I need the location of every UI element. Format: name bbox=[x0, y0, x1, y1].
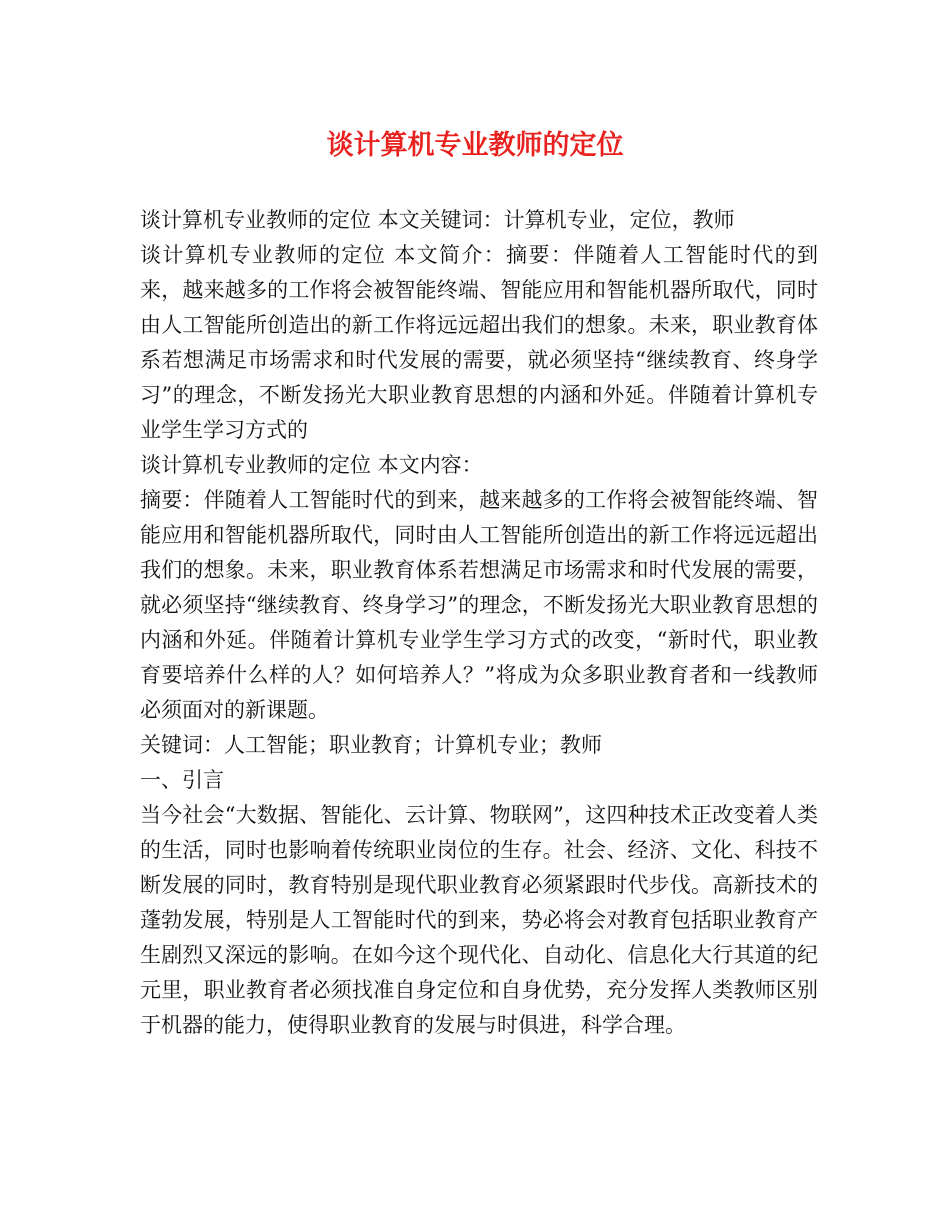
keywords-paragraph: 关键词：人工智能；职业教育；计算机专业；教师 bbox=[140, 733, 602, 757]
keywords-line: 谈计算机专业教师的定位 本文关键词：计算机专业，定位，教师 bbox=[140, 208, 735, 232]
document-title: 谈计算机专业教师的定位 bbox=[326, 130, 624, 161]
section-heading-introduction: 一、引言 bbox=[140, 768, 224, 792]
abstract-paragraph: 摘要：伴随着人工智能时代的到来，越来越多的工作将会被智能终端、智能应用和智能机器所取代，同时由人工智能所创造出的新工作将远远超出我们的想象。未来，职业教育体系若想满足市场需求和时代发展的需要，就必须坚持“继续教育、终身学习”的理念，不断发扬光大职业教育思想的内涵和外延。伴随着计算机专业学生学习方式的改变，“新时代，职业教育要培养什么样的人？如何培养人？”将成为众多职业教育者和一线教师必须面对的新课题。 bbox=[140, 488, 818, 722]
content-heading: 谈计算机专业教师的定位 本文内容： bbox=[140, 453, 483, 477]
introduction-paragraph: 当今社会“大数据、智能化、云计算、物联网”，这四种技术正改变着人类的生活，同时也影响着传统职业岗位的生存。社会、经济、文化、科技不断发展的同时，教育特别是现代职业教育必须紧跟时代步伐。高新技术的蓬勃发展，特别是人工智能时代的到来，势必将会对教育包括职业教育产生剧烈又深远的影响。在如今这个现代化、自动化、信息化大行其道的纪元里，职业教育者必须找准自身定位和自身优势，充分发挥人类教师区别于机器的能力，使得职业教育的发展与时俱进，科学合理。 bbox=[140, 803, 818, 1037]
document-body bbox=[140, 203, 818, 1043]
summary-paragraph: 谈计算机专业教师的定位 本文简介：摘要：伴随着人工智能时代的到来，越来越多的工作将会被智能终端、智能应用和智能机器所取代，同时由人工智能所创造出的新工作将远远超出我们的想象。未来，职业教育体系若想满足市场需求和时代发展的需要，就必须坚持“继续教育、终身学习”的理念，不断发扬光大职业教育思想的内涵和外延。伴随着计算机专业学生学习方式的 bbox=[140, 243, 818, 442]
